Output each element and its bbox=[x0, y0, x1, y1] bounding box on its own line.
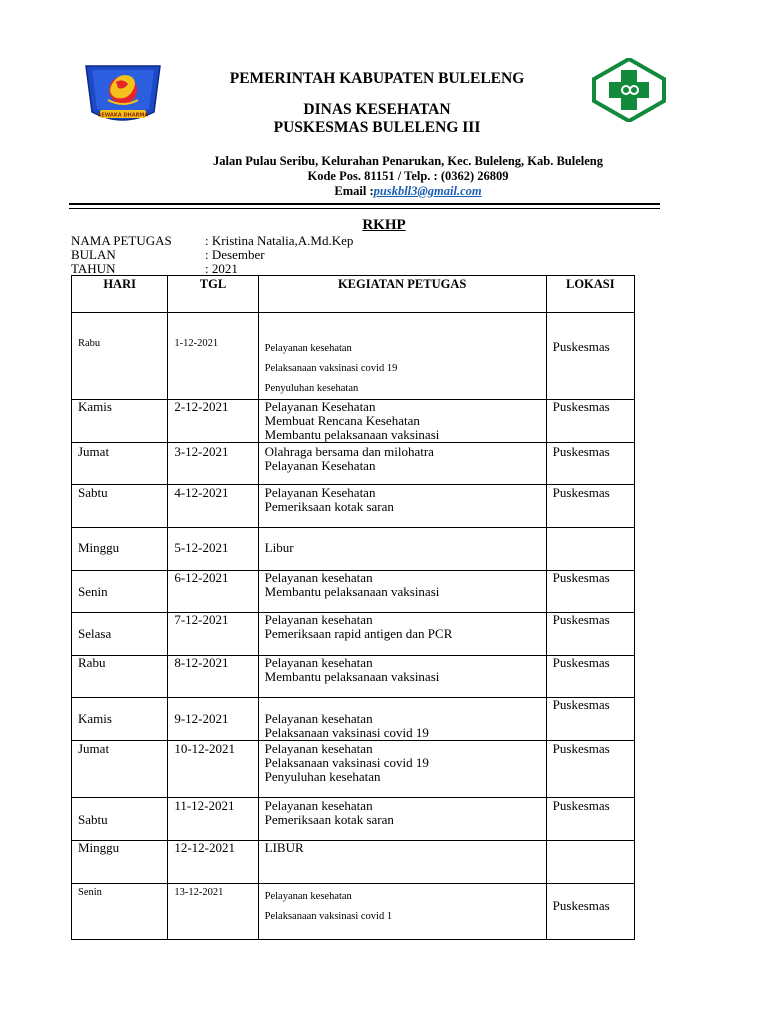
kegiatan-item: Pelayanan kesehatan bbox=[264, 798, 373, 813]
table-row bbox=[72, 613, 635, 656]
puskesmas-title: PUSKESMAS BULELENG III bbox=[273, 119, 481, 136]
kegiatan-item: Pelayanan Kesehatan bbox=[264, 458, 376, 473]
gov-title: PEMERINTAH KABUPATEN BULELENG bbox=[229, 70, 525, 87]
cell-hari: Kamis bbox=[72, 400, 168, 443]
cell-lokasi: Puskesmas bbox=[546, 485, 634, 528]
kegiatan-item: Penyuluhan kesehatan bbox=[264, 383, 359, 394]
cell-lokasi: Puskesmas bbox=[546, 741, 634, 798]
kegiatan-item: Pemeriksaan kotak saran bbox=[264, 499, 394, 514]
table-row bbox=[72, 841, 635, 884]
cell-hari: Minggu bbox=[72, 528, 168, 571]
cell-tgl: 10-12-2021 bbox=[168, 741, 258, 798]
field-value: : Desember bbox=[205, 247, 265, 262]
kegiatan-item: Pelaksanaan vaksinasi covid 1 bbox=[264, 911, 393, 922]
cell-kegiatan bbox=[258, 656, 546, 698]
cell-lokasi: Puskesmas bbox=[546, 613, 634, 656]
document-title-text: RKHP bbox=[362, 217, 406, 233]
cell-tgl: 13-12-2021 bbox=[168, 884, 258, 940]
header-rule-thick bbox=[69, 203, 660, 205]
header-kegiatan: KEGIATAN PETUGAS bbox=[258, 276, 546, 313]
table-row bbox=[72, 698, 635, 741]
table-row bbox=[72, 313, 635, 400]
kegiatan-item: Pelayanan kesehatan bbox=[264, 612, 373, 627]
kegiatan-item: Pelaksanaan vaksinasi covid 19 bbox=[264, 363, 398, 374]
cell-kegiatan bbox=[258, 798, 546, 841]
table-row bbox=[72, 884, 635, 940]
field-label: TAHUN bbox=[71, 261, 116, 276]
cell-lokasi: Puskesmas bbox=[546, 400, 634, 443]
email-link[interactable]: puskbll3@gmail.com bbox=[373, 184, 482, 198]
kegiatan-item: Pelayanan kesehatan bbox=[264, 741, 373, 756]
header-lokasi: LOKASI bbox=[546, 276, 634, 313]
activity-table bbox=[71, 275, 635, 940]
cell-kegiatan bbox=[258, 698, 546, 741]
kegiatan-item: Membantu pelaksanaan vaksinasi bbox=[264, 669, 440, 684]
agency-title: DINAS KESEHATAN bbox=[303, 101, 451, 118]
cell-hari: Senin bbox=[72, 571, 168, 613]
table-row bbox=[72, 571, 635, 613]
kegiatan-item: Pelayanan kesehatan bbox=[264, 891, 352, 902]
table-row bbox=[72, 798, 635, 841]
kegiatan-item: Pelaksanaan vaksinasi covid 19 bbox=[264, 725, 429, 740]
table-header-row bbox=[72, 276, 635, 313]
kegiatan-item: Libur bbox=[264, 540, 294, 555]
cell-tgl: 6-12-2021 bbox=[168, 571, 258, 613]
cell-kegiatan bbox=[258, 528, 546, 571]
kegiatan-item: Pemeriksaan rapid antigen dan PCR bbox=[264, 626, 453, 641]
cell-tgl: 9-12-2021 bbox=[168, 698, 258, 741]
table-row bbox=[72, 741, 635, 798]
kegiatan-item: Pemeriksaan kotak saran bbox=[264, 812, 394, 827]
field-value: : Kristina Natalia,A.Md.Kep bbox=[205, 233, 354, 248]
cell-lokasi: Puskesmas bbox=[546, 571, 634, 613]
cell-lokasi: Puskesmas bbox=[546, 313, 634, 400]
address-line: Jalan Pulau Seribu, Kelurahan Penarukan, Kec. Buleleng, Kab. Buleleng bbox=[213, 154, 603, 168]
document-title bbox=[0, 217, 768, 234]
header-hari: HARI bbox=[72, 276, 168, 313]
kegiatan-item: Pelayanan Kesehatan bbox=[264, 485, 376, 500]
cell-kegiatan bbox=[258, 443, 546, 485]
cell-tgl: 8-12-2021 bbox=[168, 656, 258, 698]
cell-kegiatan bbox=[258, 884, 546, 940]
header-rule-thin bbox=[69, 208, 660, 209]
cell-lokasi bbox=[546, 841, 634, 884]
crest-motto-text: SEWAKA DHARMA bbox=[97, 112, 149, 119]
cell-tgl: 12-12-2021 bbox=[168, 841, 258, 884]
cell-hari: Kamis bbox=[72, 698, 168, 741]
kegiatan-item: Penyuluhan kesehatan bbox=[264, 769, 381, 784]
cell-kegiatan bbox=[258, 313, 546, 400]
cell-hari: Jumat bbox=[72, 443, 168, 485]
table-row bbox=[72, 656, 635, 698]
cell-tgl: 7-12-2021 bbox=[168, 613, 258, 656]
cell-tgl: 11-12-2021 bbox=[168, 798, 258, 841]
email-label: Email : bbox=[334, 184, 374, 198]
cell-tgl: 1-12-2021 bbox=[168, 313, 258, 400]
cell-lokasi bbox=[546, 528, 634, 571]
cell-lokasi: Puskesmas bbox=[546, 698, 634, 741]
cell-lokasi: Puskesmas bbox=[546, 798, 634, 841]
table-row bbox=[72, 485, 635, 528]
cell-hari: Senin bbox=[72, 884, 168, 940]
table-row bbox=[72, 400, 635, 443]
cell-hari: Sabtu bbox=[72, 798, 168, 841]
cell-kegiatan bbox=[258, 613, 546, 656]
kegiatan-item: Pelayanan kesehatan bbox=[264, 570, 373, 585]
kegiatan-item: Pelaksanaan vaksinasi covid 19 bbox=[264, 755, 429, 770]
cell-tgl: 3-12-2021 bbox=[168, 443, 258, 485]
cell-hari: Sabtu bbox=[72, 485, 168, 528]
cell-lokasi: Puskesmas bbox=[546, 656, 634, 698]
kegiatan-item: Olahraga bersama dan milohatra bbox=[264, 444, 434, 459]
cell-kegiatan bbox=[258, 741, 546, 798]
cell-tgl: 5-12-2021 bbox=[168, 528, 258, 571]
field-value: : 2021 bbox=[205, 261, 238, 276]
field-label: NAMA PETUGAS bbox=[71, 233, 172, 248]
header-tgl: TGL bbox=[168, 276, 258, 313]
table-row bbox=[72, 528, 635, 571]
cell-tgl: 4-12-2021 bbox=[168, 485, 258, 528]
cell-kegiatan bbox=[258, 485, 546, 528]
kegiatan-item: Membantu pelaksanaan vaksinasi bbox=[264, 427, 440, 442]
kegiatan-item: Membuat Rencana Kesehatan bbox=[264, 413, 420, 428]
kegiatan-item: Pelayanan kesehatan bbox=[264, 655, 373, 670]
cell-lokasi: Puskesmas bbox=[546, 443, 634, 485]
cell-kegiatan bbox=[258, 571, 546, 613]
email-line bbox=[24, 184, 768, 199]
cell-hari: Minggu bbox=[72, 841, 168, 884]
kegiatan-item: Membantu pelaksanaan vaksinasi bbox=[264, 584, 440, 599]
field-label: BULAN bbox=[71, 247, 116, 262]
table-row bbox=[72, 443, 635, 485]
cell-hari: Selasa bbox=[72, 613, 168, 656]
kegiatan-item: LIBUR bbox=[264, 840, 304, 855]
cell-hari: Rabu bbox=[72, 313, 168, 400]
cell-hari: Jumat bbox=[72, 741, 168, 798]
postal-line: Kode Pos. 81151 / Telp. : (0362) 26809 bbox=[307, 169, 509, 183]
cell-lokasi: Puskesmas bbox=[546, 884, 634, 940]
cell-kegiatan bbox=[258, 841, 546, 884]
kegiatan-item: Pelayanan kesehatan bbox=[264, 711, 373, 726]
kegiatan-item: Pelayanan Kesehatan bbox=[264, 399, 376, 414]
cell-hari: Rabu bbox=[72, 656, 168, 698]
cell-tgl: 2-12-2021 bbox=[168, 400, 258, 443]
cell-kegiatan bbox=[258, 400, 546, 443]
kegiatan-item: Pelayanan kesehatan bbox=[264, 343, 352, 354]
